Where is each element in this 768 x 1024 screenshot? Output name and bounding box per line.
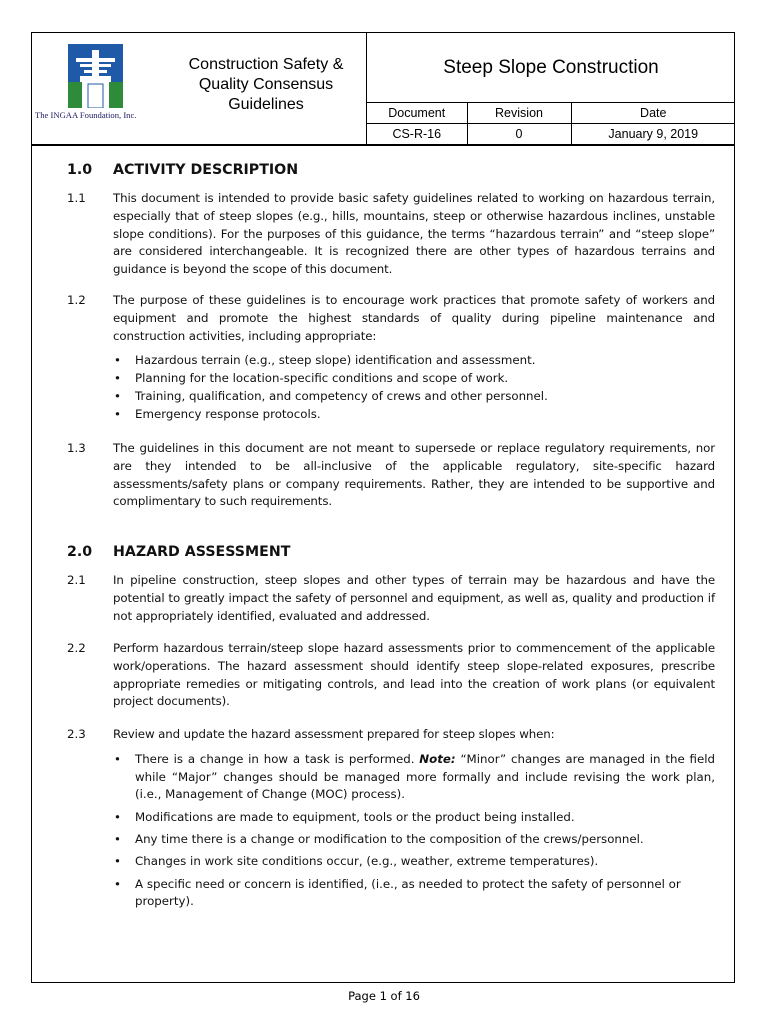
guidelines-title-line1: Construction Safety & [188, 56, 344, 73]
bullet-list [113, 352, 715, 423]
paragraph-text: This document is intended to provide basic safety guidelines related to working on hazardous terrain, especially that of steep slopes (e.g., hills, mountains, steep or otherwise hazardous inclines, unstable slope conditions). For the purposes of this guidance, the terms “hazardous terrain” and “steep slope” are considered interchangeable. It is recognized there are other types of hazardous terrains and guidance is beyond the scope of this document. [113, 191, 715, 277]
list-item-text: “Minor” changes are managed in the field while “Major” changes should be managed more formally and include revising the work plan, (i.e., Management of Change (MOC) process). [135, 751, 715, 802]
paragraph-number: 1.2 [67, 293, 86, 307]
section-number: 1.0 [67, 162, 93, 178]
paragraph-2-3 [67, 726, 715, 916]
list-item: • Any time there is a change or modification to the composition of the crews/personnel. [113, 831, 715, 849]
paragraph-1-3 [67, 440, 715, 511]
meta-header-date: Date [571, 103, 735, 124]
paragraph-text: Review and update the hazard assessment prepared for steep slopes when: [113, 727, 555, 741]
meta-header-row [367, 103, 735, 124]
paragraph-text: Perform hazardous terrain/steep slope hazard assessments prior to commencement of the applicable work/operations. The hazard assessment should identify steep slope-related exposures, prescribe appropriate remedies or mitigating controls, and lead into the creation of work plans (or equivalent project documents). [113, 641, 715, 709]
paragraph-number: 2.2 [67, 641, 86, 655]
meta-header-revision: Revision [467, 103, 571, 124]
paragraph-number: 2.1 [67, 573, 86, 587]
ingaa-logo-icon [68, 44, 123, 108]
paragraph-text: The guidelines in this document are not meant to supersede or replace regulatory requirements, nor are they intended to be all-inclusive of the applicable regulatory, site-specific hazard assessments/safety plans or company requirements. Rather, they are intended to be supportive and complimentary to such requirements. [113, 441, 715, 509]
section-title: HAZARD ASSESSMENT [113, 544, 291, 560]
paragraph-1-1 [67, 190, 715, 279]
paragraph-text: In pipeline construction, steep slopes and other types of terrain may be hazardous and have the potential to greatly impact the safety of personnel and equipment, as well as, quality and production if not appropriately identified, evaluated and addressed. [113, 573, 715, 623]
note-label: Note: [419, 751, 456, 766]
meta-header-document: Document [367, 103, 467, 124]
list-item: • Emergency response protocols. [113, 406, 715, 424]
page-number: Page 1 of 16 [348, 989, 420, 1003]
meta-value-row [367, 124, 735, 145]
list-item: • Changes in work site conditions occur, (e.g., weather, extreme temperatures). [113, 853, 715, 871]
paragraph-text: The purpose of these guidelines is to encourage work practices that promote safety of workers and equipment and promote the highest standards of quality during pipeline maintenance and construction activities, including appropriate: [113, 293, 715, 343]
section-heading-1 [67, 162, 298, 180]
list-item: • A specific need or concern is identified, (i.e., as needed to protect the safety of personnel or property). [113, 876, 715, 912]
bullet-list [113, 751, 715, 911]
organization-name: The INGAA Foundation, Inc. [35, 110, 137, 120]
list-item [113, 751, 715, 804]
list-item-text: There is a change in how a task is performed. [135, 751, 420, 766]
list-item: • Training, qualification, and competency of crews and other personnel. [113, 388, 715, 406]
guidelines-title-line2: Quality Consensus [198, 76, 334, 93]
list-item: • Modifications are made to equipment, tools or the product being installed. [113, 809, 715, 827]
section-title: ACTIVITY DESCRIPTION [113, 162, 299, 178]
paragraph-1-2 [67, 292, 715, 424]
list-item: • Hazardous terrain (e.g., steep slope) identification and assessment. [113, 352, 715, 370]
document-meta-table [367, 102, 735, 145]
paragraph-number: 1.1 [67, 191, 86, 205]
guidelines-title-line3: Guidelines [228, 96, 304, 113]
meta-value-date: January 9, 2019 [571, 124, 735, 145]
meta-value-document: CS-R-16 [367, 124, 467, 145]
meta-value-revision: 0 [467, 124, 571, 145]
section-number: 2.0 [67, 544, 93, 560]
document-title: Steep Slope Construction [443, 57, 659, 78]
paragraph-number: 1.3 [67, 441, 86, 455]
paragraph-2-2 [67, 640, 715, 711]
section-heading-2 [67, 544, 290, 562]
paragraph-2-1 [67, 572, 715, 625]
header-logo-cell [32, 33, 166, 145]
guidelines-title [166, 33, 366, 145]
list-item: • Planning for the location-specific conditions and scope of work. [113, 370, 715, 388]
header-bottom-rule [32, 144, 734, 146]
paragraph-number: 2.3 [67, 727, 86, 741]
